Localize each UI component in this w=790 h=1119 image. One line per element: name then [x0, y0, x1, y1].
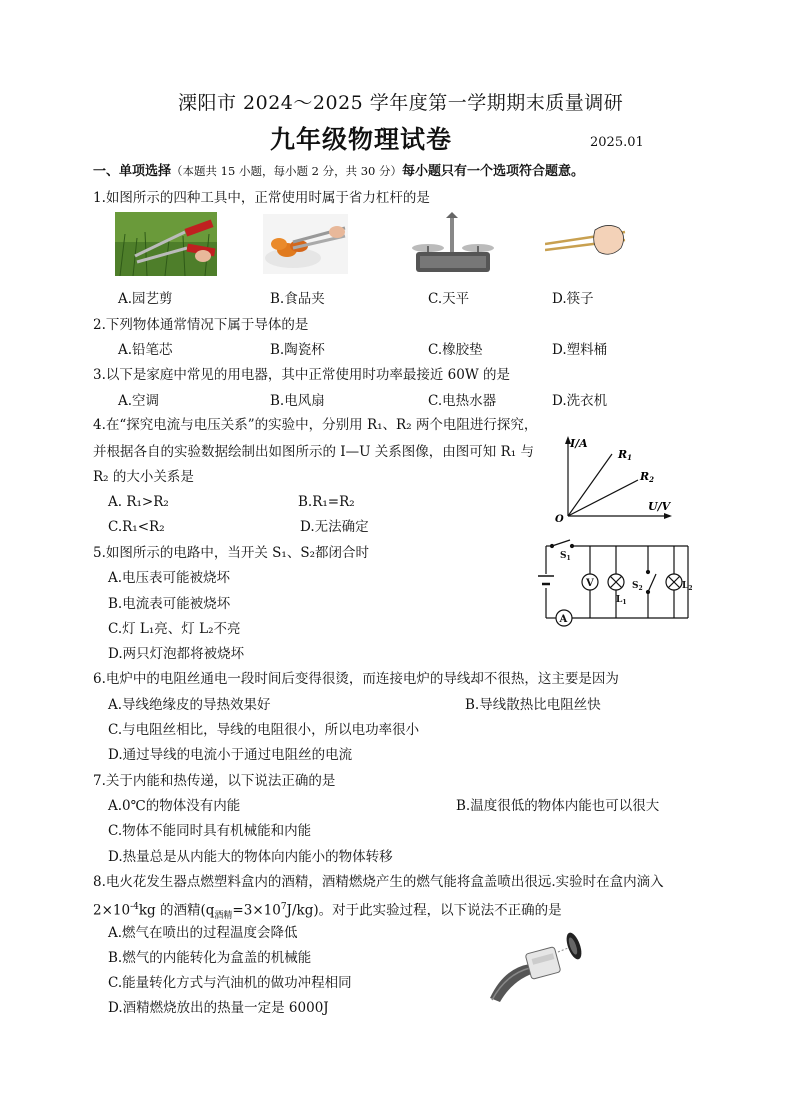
q7-option-b[interactable]: B.温度很低的物体内能也可以很大: [456, 798, 660, 814]
q2-stem: 2.下列物体通常情况下属于导体的是: [93, 317, 309, 333]
q2-option-b[interactable]: B.陶瓷杯: [270, 342, 325, 358]
ammeter-label: A: [559, 614, 568, 625]
q3-option-d[interactable]: D.洗衣机: [552, 393, 608, 409]
q6-option-c[interactable]: C.与电阻丝相比，导线的电阻很小，所以电功率很小: [108, 722, 420, 738]
voltmeter-label: V: [586, 578, 594, 589]
q4-stem-line3: R₂ 的大小关系是: [93, 469, 194, 485]
q8-option-c[interactable]: C.能量转化方式与汽油机的做功冲程相同: [108, 975, 352, 991]
r2-line: [568, 480, 638, 516]
q7-option-c[interactable]: C.物体不能同时具有机械能和内能: [108, 823, 312, 839]
q3-option-c[interactable]: C.电热水器: [428, 393, 497, 409]
q6-option-d[interactable]: D.通过导线的电流小于通过电阻丝的电流: [108, 747, 353, 763]
q3-stem: 3.以下是家庭中常见的用电器，其中正常使用时功率最接近 60W 的是: [93, 367, 511, 383]
q4-option-b[interactable]: B.R₁=R₂: [298, 494, 355, 510]
q7-option-d[interactable]: D.热量总是从内能大的物体向内能小的物体转移: [108, 849, 393, 865]
s2-label: $S_2$: [632, 581, 643, 592]
switch-s1: [552, 540, 570, 546]
exam-title-line2: 九年级物理试卷: [270, 125, 453, 154]
q5-option-a[interactable]: A.电压表可能被烧坏: [108, 570, 231, 586]
origin-label: O: [555, 514, 564, 524]
q5-stem: 5.如图所示的电路中，当开关 S₁、S₂都闭合时: [93, 545, 369, 561]
q1-stem: 1.如图所示的四种工具中，正常使用时属于省力杠杆的是: [93, 190, 430, 206]
q5-option-d[interactable]: D.两只灯泡都将被烧坏: [108, 646, 245, 662]
q4-stem-line1: 4.在“探究电流与电压关系”的实验中，分别用 R₁、R₂ 两个电阻进行探究，: [93, 417, 538, 433]
q8-option-a[interactable]: A.燃气在喷出的过程温度会降低: [108, 925, 298, 941]
balance-scale-image: [406, 212, 496, 274]
q3-option-a[interactable]: A.空调: [118, 393, 160, 409]
q6-option-b[interactable]: B.导线散热比电阻丝快: [465, 697, 601, 713]
q2-option-c[interactable]: C.橡胶垫: [428, 342, 483, 358]
iu-graph: [548, 432, 678, 524]
q4-option-d[interactable]: D.无法确定: [300, 519, 369, 535]
q5-option-b[interactable]: B.电流表可能被烧坏: [108, 596, 231, 612]
r1-line: [568, 454, 612, 516]
section-instruction: 每小题只有一个选项符合题意。: [402, 164, 585, 179]
q6-stem: 6.电炉中的电阻丝通电一段时间后变得很烫，而连接电炉的导线却不很热，这主要是因为: [93, 671, 619, 687]
garden-shears-image: [115, 212, 217, 276]
q2-option-d[interactable]: D.塑料桶: [552, 342, 608, 358]
q5-option-c[interactable]: C.灯 L₁亮、灯 L₂不亮: [108, 621, 241, 637]
q6-option-a[interactable]: A.导线绝缘皮的导热效果好: [108, 697, 271, 713]
s1-label: $S_1$: [560, 551, 571, 562]
q1-option-c[interactable]: C.天平: [428, 291, 470, 307]
q4-stem-line2: 并根据各自的实验数据绘制出如图所示的 I—U 关系图像，由图可知 R₁ 与: [93, 444, 534, 460]
q8-option-b[interactable]: B.燃气的内能转化为盒盖的机械能: [108, 950, 312, 966]
chopsticks-image: [545, 216, 630, 266]
q1-option-b[interactable]: B.食品夹: [270, 291, 325, 307]
q1-option-d[interactable]: D.筷子: [552, 291, 594, 307]
food-tongs-image: [263, 214, 348, 274]
x-axis-arrow: [664, 513, 672, 519]
l2-label: $L_2$: [682, 581, 693, 592]
q8-option-d[interactable]: D.酒精燃烧放出的热量一定是 6000J: [108, 1000, 329, 1016]
section-title: 一、单项选择: [93, 164, 172, 179]
q3-option-b[interactable]: B.电风扇: [270, 393, 325, 409]
q8-stem-line2: $2\times 10^{-4}kg$ 的酒精$(q_{酒精}=3\times 10^7J/kg)$。对于此实验过程，以下说法不正确的是: [93, 902, 562, 922]
x-axis-label: U/V: [648, 500, 671, 513]
q1-option-a[interactable]: A.园艺剪: [118, 291, 173, 307]
circuit-diagram: [536, 538, 696, 630]
exam-title-line1: 溧阳市 2024～2025 学年度第一学期期末质量调研: [178, 92, 624, 114]
switch-s2: [648, 574, 656, 592]
section-note: （本题共 15 小题，每小题 2 分，共 30 分）: [171, 164, 403, 178]
exam-date: 2025.01: [590, 135, 644, 150]
section-heading: [93, 160, 584, 179]
q4-option-a[interactable]: A. R₁>R₂: [108, 494, 169, 510]
l1-label: $L_1$: [616, 595, 627, 606]
r1-label: R1: [618, 448, 633, 462]
q8-stem-line1: 8.电火花发生器点燃塑料盒内的酒精，酒精燃烧产生的燃气能将盒盖喷出很远.实验时在盒内滴入: [93, 874, 664, 890]
q7-option-a[interactable]: A.0℃的物体没有内能: [108, 798, 241, 814]
y-axis-label: I/A: [570, 437, 588, 450]
spark-generator-image: [484, 928, 594, 1006]
r2-label: R2: [640, 470, 655, 484]
q4-option-c[interactable]: C.R₁<R₂: [108, 519, 165, 535]
q2-option-a[interactable]: A.铅笔芯: [118, 342, 173, 358]
q7-stem: 7.关于内能和热传递，以下说法正确的是: [93, 773, 336, 789]
